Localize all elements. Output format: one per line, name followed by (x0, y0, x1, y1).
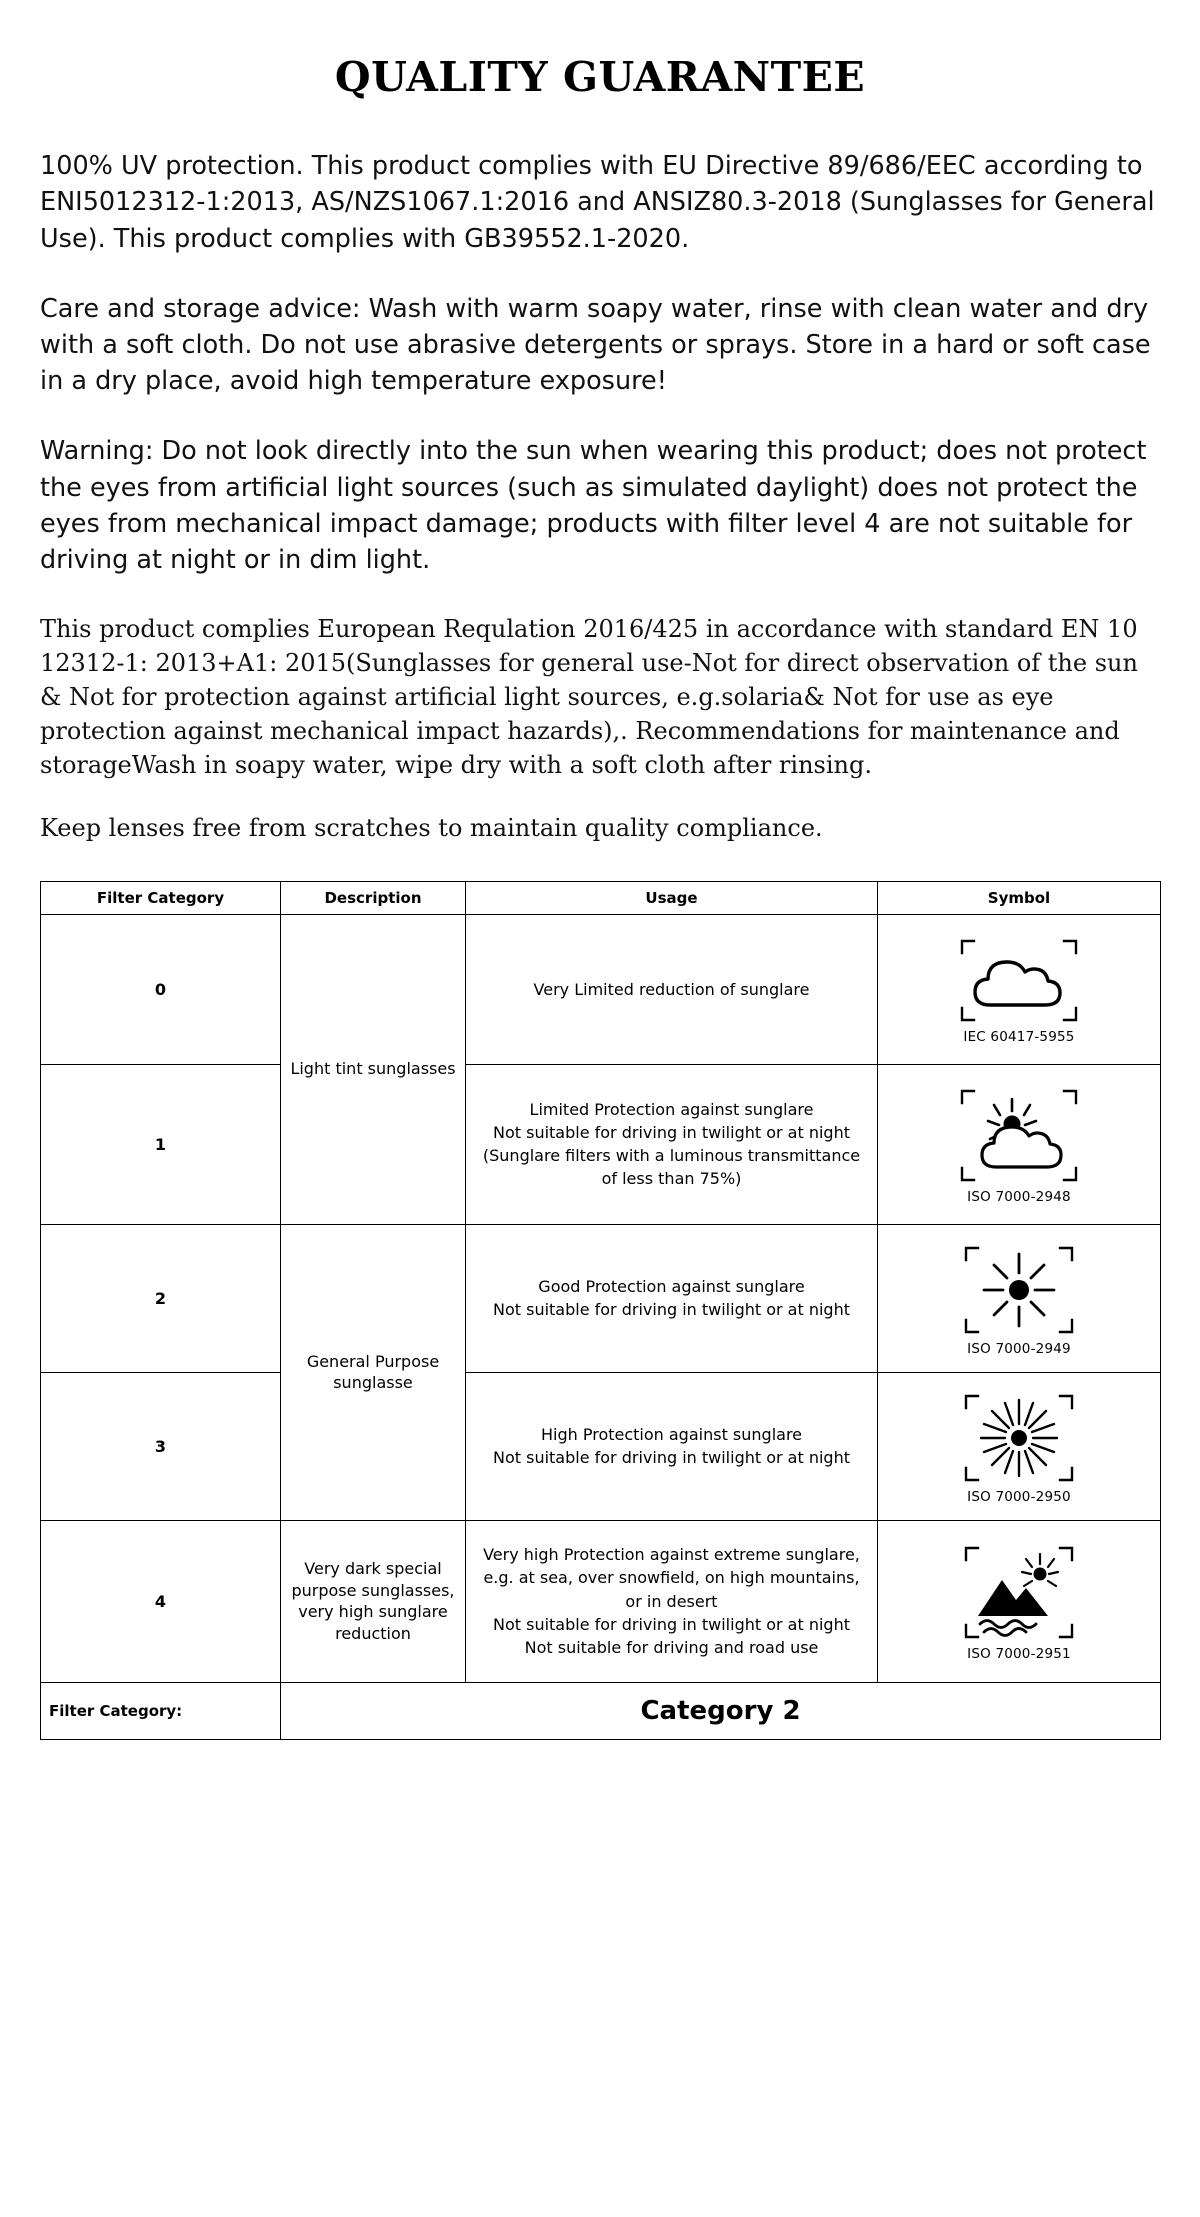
usage-line: Not suitable for driving and road use (524, 1637, 819, 1657)
usage-line: Limited Protection against sunglare (529, 1099, 814, 1119)
table-row (41, 1372, 1161, 1520)
header-description: Description (281, 881, 466, 914)
usage-line: Not suitable for driving in twilight or at night (492, 1122, 850, 1142)
footer-selected-category: Category 2 (281, 1682, 1161, 1739)
paragraph-care-storage: Care and storage advice: Wash with warm soapy water, rinse with clean water and dry with a soft cloth. Do not use abrasive detergents or sprays. Store in a hard or soft case in a dry place, avoid high temperature exposure! (40, 293, 1151, 397)
symbol-caption-1: ISO 7000-2948 (967, 1189, 1071, 1206)
sun-behind-cloud-icon (944, 1083, 1094, 1188)
cloud-icon (944, 933, 1094, 1028)
sun-short-rays-icon (944, 1240, 1094, 1340)
cell-usage-4 (466, 1520, 878, 1682)
usage-line: Good Protection against sunglare (538, 1276, 805, 1296)
cell-symbol-4 (878, 1520, 1161, 1682)
description-line: very high sunglare (298, 1602, 448, 1622)
table-footer-row (41, 1682, 1161, 1739)
cell-symbol-1 (878, 1064, 1161, 1224)
paragraph-lens-care: Keep lenses free from scratches to maintain quality compliance. (40, 813, 823, 842)
cell-category-4: 4 (41, 1520, 281, 1682)
sun-long-rays-icon (944, 1388, 1094, 1488)
filter-category-table (40, 881, 1161, 1740)
cell-usage-0 (466, 914, 878, 1064)
paragraph-warning: Warning: Do not look directly into the sun when wearing this product; does not protect the eyes from artificial light sources (such as simulated daylight) does not protect the eyes from mechanical impact damage; products with filter level 4 are not suitable for driving at night or in dim light. (40, 436, 1147, 575)
table-row (41, 1520, 1161, 1682)
usage-line: High Protection against sunglare (540, 1424, 803, 1444)
cell-description-general-purpose (281, 1224, 466, 1520)
description-line: General Purpose (306, 1351, 440, 1371)
mountains-water-sun-icon (944, 1540, 1094, 1645)
header-filter-category: Filter Category (41, 881, 281, 914)
header-symbol: Symbol (878, 881, 1161, 914)
paragraph-uv-protection: 100% UV protection. This product complies with EU Directive 89/686/EEC according to ENI5012312-1:2013, AS/NZS1067.1:2016 and ANSIZ80.3-2018 (Sunglasses for General Use). This product complies with GB39552.1-2020. (40, 151, 1155, 254)
symbol-caption-3: ISO 7000-2950 (967, 1488, 1071, 1505)
cell-usage-2 (466, 1224, 878, 1372)
page-title: QUALITY GUARANTEE (334, 53, 866, 101)
document-body (40, 148, 1160, 845)
description-line: sunglasse (333, 1373, 413, 1393)
paragraph-regulation: This product complies European Requlation 2016/425 in accordance with standard EN 10 12312-1: 2013+A1: 2015(Sunglasses for general use-Not for direct observation of the sun & Not for protection against artificial light sources, e.g.solaria& Not for use as eye protection against mechanical impact hazards),. Recommendations for maintenance and storageWash in soapy water, wipe dry with a soft cloth after rinsing. (40, 615, 1138, 780)
table-row (41, 1064, 1161, 1224)
footer-label: Filter Category: (41, 1682, 281, 1739)
description-line: Very dark special (304, 1558, 442, 1578)
cell-symbol-0 (878, 914, 1161, 1064)
cell-category-1: 1 (41, 1064, 281, 1224)
usage-line: Not suitable for driving in twilight or at night (492, 1614, 850, 1634)
cell-symbol-3 (878, 1372, 1161, 1520)
cell-usage-1 (466, 1064, 878, 1224)
usage-line: e.g. at sea, over snowfield, on high mountains, (483, 1568, 860, 1588)
cell-category-3: 3 (41, 1372, 281, 1520)
usage-line: Very high Protection against extreme sunglare, (483, 1545, 860, 1565)
cell-usage-3 (466, 1372, 878, 1520)
description-line: purpose sunglasses, (291, 1580, 455, 1600)
cell-category-0: 0 (41, 914, 281, 1064)
table-row (41, 914, 1161, 1064)
usage-line: Not suitable for driving in twilight or at night (492, 1448, 850, 1468)
usage-line: of less than 75%) (601, 1169, 742, 1189)
symbol-caption-4: ISO 7000-2951 (967, 1646, 1071, 1663)
usage-line: or in desert (625, 1591, 718, 1611)
usage-text-0: Very Limited reduction of sunglare (533, 979, 810, 999)
symbol-caption-2: ISO 7000-2949 (967, 1340, 1071, 1357)
usage-line: Not suitable for driving in twilight or at night (492, 1300, 850, 1320)
cell-category-2: 2 (41, 1224, 281, 1372)
cell-description-light-tint: Light tint sunglasses (281, 914, 466, 1224)
symbol-caption-0: IEC 60417-5955 (963, 1029, 1075, 1046)
table-header-row (41, 881, 1161, 914)
cell-symbol-2 (878, 1224, 1161, 1372)
filter-category-table-wrapper (40, 881, 1160, 1740)
description-line: reduction (335, 1623, 411, 1643)
usage-line: (Sunglare filters with a luminous transmittance (482, 1146, 861, 1166)
document-page (0, 55, 1200, 2217)
cell-description-very-dark (281, 1520, 466, 1682)
header-usage: Usage (466, 881, 878, 914)
table-row (41, 1224, 1161, 1372)
